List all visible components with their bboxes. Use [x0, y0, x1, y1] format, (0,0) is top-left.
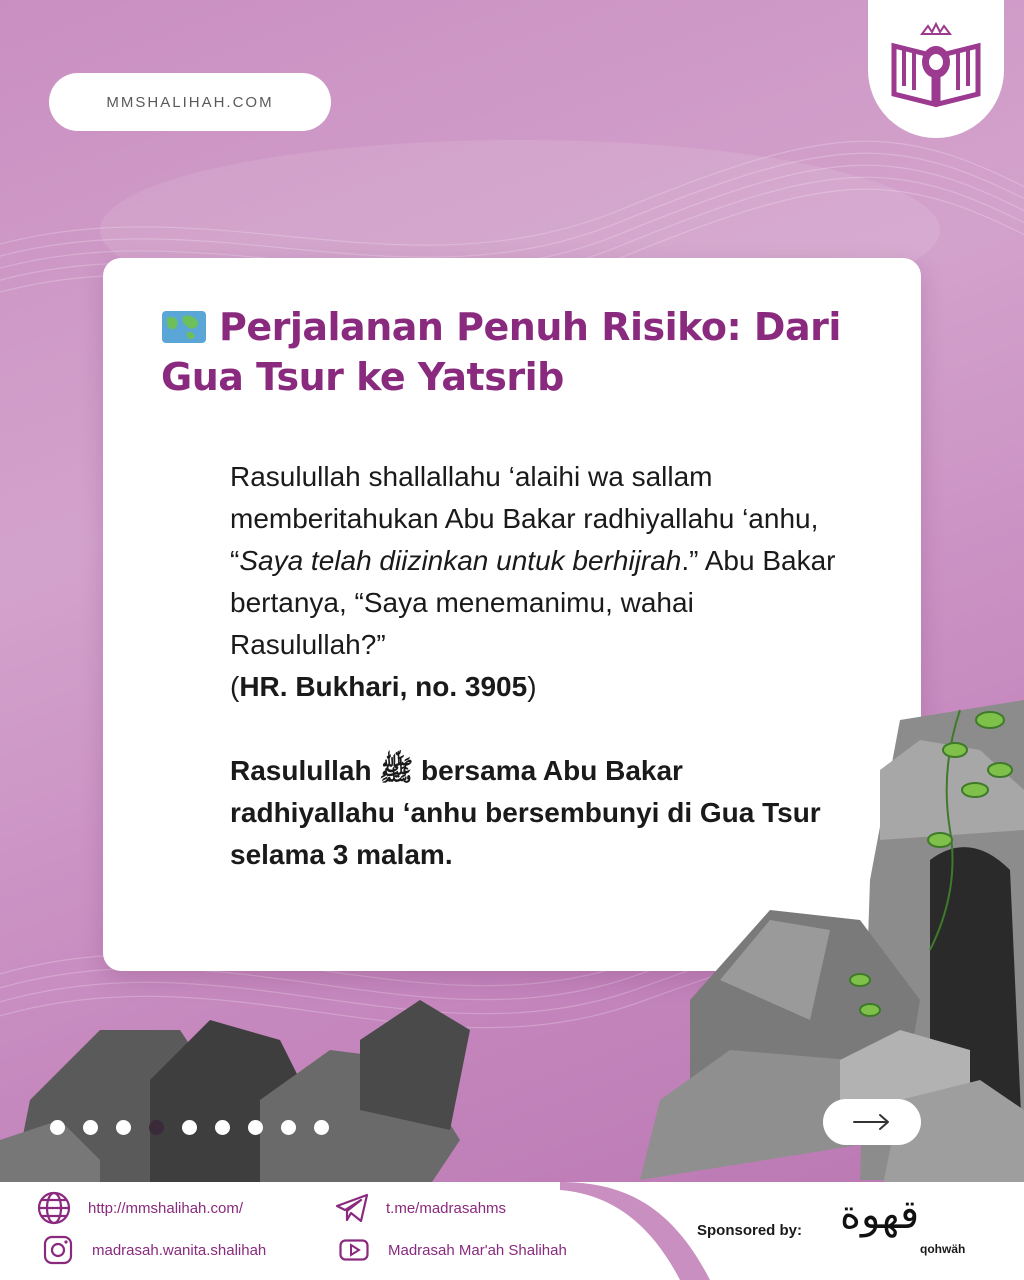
- sponsored-label: Sponsored by:: [697, 1222, 803, 1239]
- pagination-dots: [50, 1120, 329, 1135]
- hadith-quote-italic: Saya telah diizinkan untuk berhijrah: [239, 545, 682, 576]
- card-title: Perjalanan Penuh Risiko: Dari Gua Tsur ke Yatsrib: [161, 305, 841, 399]
- youtube-icon: [336, 1232, 372, 1268]
- footer-website[interactable]: [36, 1190, 243, 1226]
- world-map-icon: [161, 310, 207, 344]
- footer-instagram-handle[interactable]: madrasah.wanita.shalihah: [92, 1241, 267, 1259]
- footer-telegram-link[interactable]: t.me/madrasahms: [386, 1199, 507, 1217]
- footer-swoosh: [560, 1182, 720, 1280]
- footer: [0, 1182, 1024, 1280]
- sponsor-name: qohwäh: [920, 1242, 966, 1256]
- page-dot[interactable]: [215, 1120, 230, 1135]
- brand-logo: [868, 0, 1004, 138]
- website-pill-label: MMSHALIHAH.COM: [106, 93, 274, 111]
- footer-telegram[interactable]: [334, 1190, 506, 1226]
- footer-youtube[interactable]: [336, 1232, 567, 1268]
- sponsor-arabic: قهوة: [840, 1192, 920, 1238]
- brand-logo-icon: [884, 20, 988, 108]
- next-button[interactable]: [823, 1099, 921, 1145]
- hadith-ref-close: ): [527, 671, 537, 702]
- page-dot[interactable]: [182, 1120, 197, 1135]
- footer-instagram[interactable]: [40, 1232, 266, 1268]
- website-pill[interactable]: [49, 73, 331, 131]
- hadith-ref-open: (: [230, 671, 240, 702]
- page-dot[interactable]: [248, 1120, 263, 1135]
- sponsor-logo: [832, 1192, 982, 1272]
- hadith-text-part1: Rasulullah shallallahu ‘alaihi wa sallam memberitahukan Abu Bakar radhiyallahu ‘anhu, “: [230, 461, 819, 576]
- hadith-reference: HR. Bukhari, no. 3905: [239, 671, 528, 702]
- page-dot[interactable]: [116, 1120, 131, 1135]
- page-dot-active[interactable]: [149, 1120, 164, 1135]
- footer-youtube-channel[interactable]: Madrasah Mar'ah Shalihah: [388, 1241, 567, 1259]
- arrow-right-icon: [852, 1112, 892, 1132]
- hadith-text-part2: .” Abu Bakar bertanya, “Saya menemanimu, wahai Rasulullah?”: [230, 545, 836, 660]
- instagram-icon: [40, 1232, 76, 1268]
- card-title-block: [161, 302, 881, 402]
- summary-text: Rasulullah ﷺ bersama Abu Bakar radhiyallahu ‘anhu bersembunyi di Gua Tsur selama 3 malam.: [230, 755, 821, 870]
- page-dot[interactable]: [314, 1120, 329, 1135]
- page-dot[interactable]: [83, 1120, 98, 1135]
- footer-website-link[interactable]: http://mmshalihah.com/: [88, 1199, 244, 1217]
- globe-icon: [36, 1190, 72, 1226]
- page-dot[interactable]: [50, 1120, 65, 1135]
- telegram-icon: [334, 1190, 370, 1226]
- page-dot[interactable]: [281, 1120, 296, 1135]
